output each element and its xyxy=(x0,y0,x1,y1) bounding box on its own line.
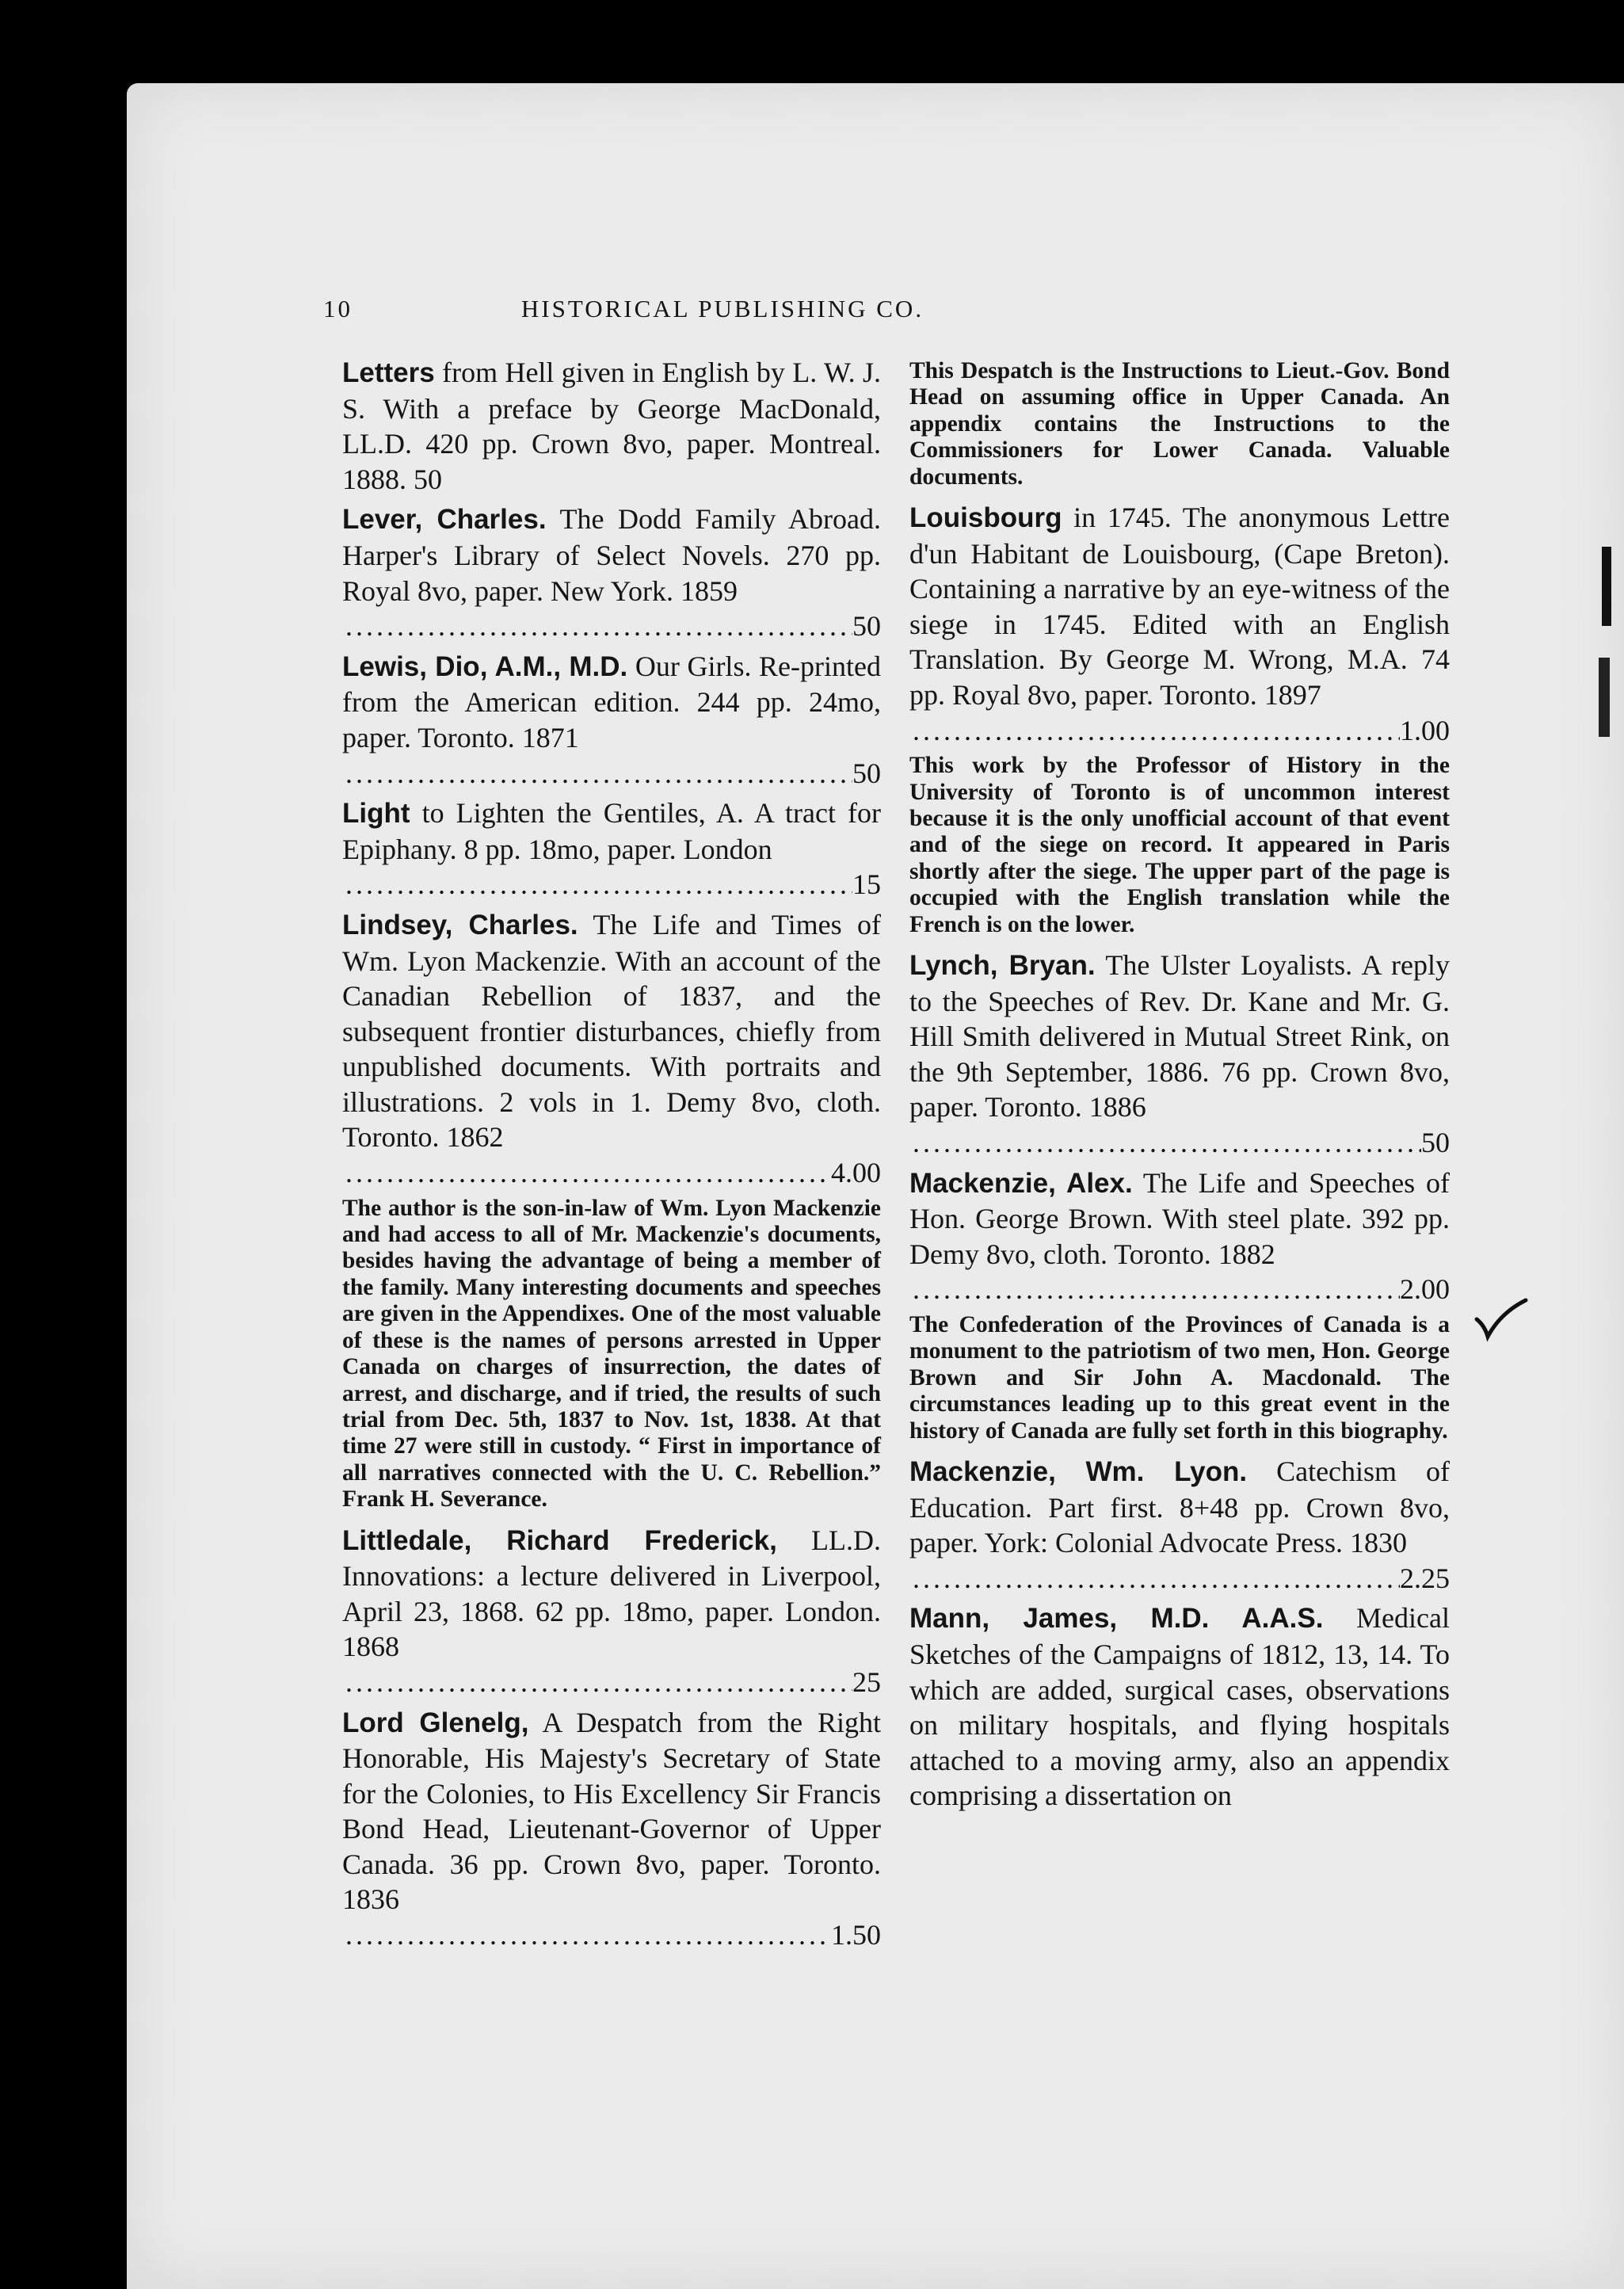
dot-leader xyxy=(909,1561,1400,1597)
price-line xyxy=(342,608,881,644)
page-number: 10 xyxy=(323,295,353,322)
dot-leader xyxy=(909,1272,1400,1307)
price: 2.00 xyxy=(1400,1273,1450,1306)
entry-body: A Despatch from the Right Honorable, His Majesty's Secretary of State for the Colonies, to His Excellency Sir Francis Bond Head, Lieutenant-Governor of Upper Canada. 36 pp. Crown 8vo, paper. Toronto. 1836 xyxy=(342,1706,881,1916)
entry-lewis xyxy=(342,649,881,791)
entry-heading: Lynch, Bryan. xyxy=(909,950,1096,982)
price: 25 xyxy=(852,1665,881,1698)
entry-glenelg xyxy=(342,1705,881,1953)
entry-heading: Lord Glenelg, xyxy=(342,1707,529,1738)
entry-mann xyxy=(909,1600,1450,1814)
price-line xyxy=(909,713,1450,749)
entry-note: The Confederation of the Provinces of Canada is a monument to the patriotism of two men, Hon. George Brown and Sir John A. Macdonald. The circumstances leading up to this great event in the history of Canada are fully set forth in this biography. xyxy=(909,1311,1450,1444)
entry-lynch xyxy=(909,948,1450,1161)
entry-heading: Mann, James, M.D. A.A.S. xyxy=(909,1603,1324,1635)
dot-leader xyxy=(342,1665,852,1700)
price: 15 xyxy=(852,868,881,901)
entry-body: The Ulster Loyalists. A reply to the Speeches of Rev. Dr. Kane and Mr. G. Hill Smith delivered in Mutual Street Rink, on the 9th September, 1886. 76 pp. Crown 8vo, paper. Toronto. 1886 xyxy=(909,949,1450,1124)
entry-heading: Lindsey, Charles. xyxy=(342,909,578,940)
entry-heading: Littledale, Richard Frederick, xyxy=(342,1524,777,1556)
left-column xyxy=(342,355,881,1958)
dot-leader xyxy=(909,1125,1421,1161)
entry-body: in 1745. The anonymous Lettre d'un Habitant de Louisbourg, (Cape Breton). Containing a narrative by an eye-witness of the siege in 1745. Edited with an English Translation. By George M. Wrong, M.A. 74 pp. Royal 8vo, paper. Toronto. 1897 xyxy=(909,502,1450,711)
entry-mackenzie-wm xyxy=(909,1454,1450,1596)
entry-body: Our Girls. Re-printed from the American edition. 244 pp. 24mo, paper. Toronto. 1871 xyxy=(342,650,881,753)
dot-leader xyxy=(342,867,852,902)
entry-note: This work by the Professor of History in the University of Toronto is of uncommon interest because it is the only unofficial account of that event and of the siege on record. It appeared in Paris shortly after the siege. The upper part of the page is occupied with the English translation while the French is on the lower. xyxy=(909,753,1450,937)
price-line xyxy=(342,1155,881,1191)
price-line xyxy=(342,1665,881,1700)
price-line xyxy=(342,756,881,792)
price: 50 xyxy=(852,610,881,643)
price-line xyxy=(909,1272,1450,1307)
price: 1.00 xyxy=(1400,714,1450,746)
entry-heading: Mackenzie, Wm. Lyon. xyxy=(909,1456,1248,1487)
price-line xyxy=(909,1561,1450,1597)
price: 1.50 xyxy=(831,1919,881,1951)
price: 50 xyxy=(852,757,881,789)
entry-mackenzie-alex xyxy=(909,1165,1450,1307)
margin-mark xyxy=(1602,547,1611,626)
entry-body: The Life and Speeches of Hon. George Brown. With steel plate. 392 pp. Demy 8vo, cloth. Toronto. 1882 xyxy=(909,1166,1451,1270)
running-title: HISTORICAL PUBLISHING CO. xyxy=(520,295,924,322)
entry-body: LL.D. Innovations: a lecture delivered in Liverpool, April 23, 1868. 62 pp. 18mo, paper. London. 1868 xyxy=(342,1524,882,1663)
entry-body: Catechism of Education. Part first. 8+48 pp. Crown 8vo, paper. York: Colonial Advocate Press. 1830 xyxy=(909,1455,1450,1559)
entry-louisbourg xyxy=(909,500,1450,748)
entry-letters xyxy=(342,355,881,497)
entry-lever xyxy=(342,502,881,643)
price: 2.25 xyxy=(1400,1562,1450,1594)
price-line xyxy=(342,867,881,902)
price: 4.00 xyxy=(831,1157,881,1189)
entry-body: Medical Sketches of the Campaigns of 1812, 13, 14. To which are added, surgical cases, observations on military hospitals, and flying hospitals attached to a moving army, also an appendix comprising a dissertation on xyxy=(909,1602,1450,1812)
entry-body: The Dodd Family Abroad. Harper's Library of Select Novels. 270 pp. Royal 8vo, paper. New York. 1859 xyxy=(342,503,881,607)
dot-leader xyxy=(342,1155,831,1191)
entry-body: to Lighten the Gentiles, A. A tract for Epiphany. 8 pp. 18mo, paper. London xyxy=(342,797,882,865)
entry-body: The Life and Times of Wm. Lyon Mackenzie. With an account of the Canadian Rebellion of 1837, and the subsequent frontier disturbances, chiefly from unpublished documents. With portraits and illustrations. 2 vols in 1. Demy 8vo, cloth. Toronto. 1862 xyxy=(342,908,881,1154)
dot-leader xyxy=(342,608,852,644)
entry-note: The author is the son-in-law of Wm. Lyon Mackenzie and had access to all of Mr. Mackenzie's documents, besides having the advantage of being a member of the family. Many interesting documents and speeches are given in the Appendixes. One of the most valuable of these is the names of persons arrested in Upper Canada on charges of insurrection, the dates of arrest, and discharge, and if tried, the results of such trial from Dec. 5th, 1837 to Nov. 1st, 1838. At that time 27 were still in custody. “ First in importance of all narratives connected with the U. C. Rebellion.” Frank H. Severance. xyxy=(342,1195,881,1513)
entry-heading: Mackenzie, Alex. xyxy=(909,1167,1133,1199)
right-column xyxy=(909,355,1450,1818)
entry-light xyxy=(342,795,881,902)
dot-leader xyxy=(909,713,1400,749)
price-line xyxy=(342,1917,881,1953)
entry-note: This Despatch is the Instructions to Lieut.-Gov. Bond Head on assuming office in Upper Canada. An appendix contains the Instructions to the Commissioners for Lower Canada. Valuable documents. xyxy=(909,358,1450,490)
margin-mark xyxy=(1599,658,1610,737)
entry-littledale xyxy=(342,1523,881,1700)
entry-heading: Lever, Charles. xyxy=(342,504,547,536)
entry-heading: Letters xyxy=(342,357,435,388)
entry-heading: Louisbourg xyxy=(909,502,1062,534)
dot-leader xyxy=(342,756,852,792)
price: 50 xyxy=(1421,1127,1450,1158)
entry-heading: Lewis, Dio, A.M., M.D. xyxy=(342,650,628,682)
dot-leader xyxy=(342,1917,831,1953)
entry-lindsey xyxy=(342,907,881,1191)
price-line xyxy=(909,1125,1450,1161)
handwritten-check-mark-icon xyxy=(1473,1295,1529,1343)
entry-body: from Hell given in English by L. W. J. S. With a preface by George MacDonald, LL.D. 420 pp. Crown 8vo, paper. Montreal. 1888. 50 xyxy=(342,357,882,495)
entry-heading: Light xyxy=(342,798,410,830)
